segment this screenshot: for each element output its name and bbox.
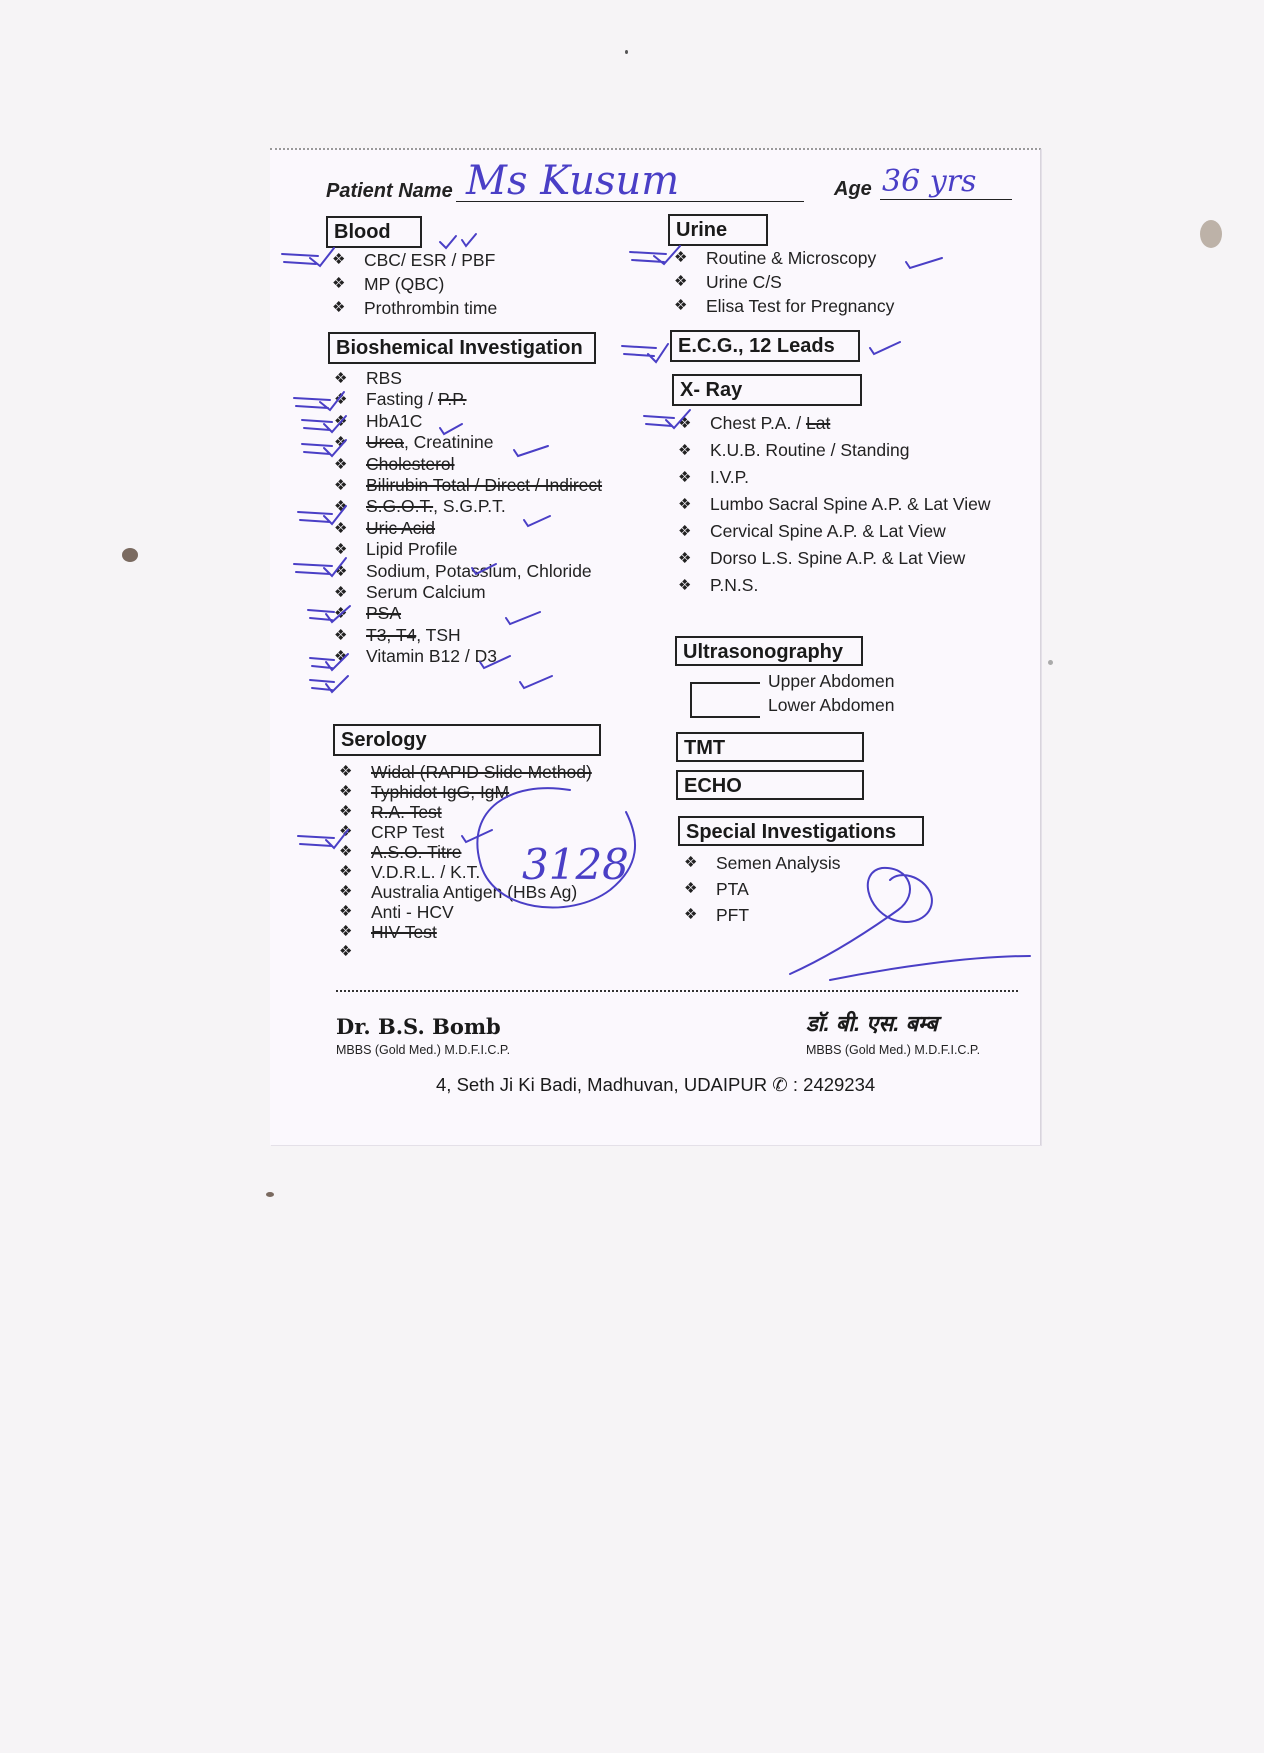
tick-mark — [472, 564, 496, 574]
echo-heading: ECHO — [676, 770, 864, 800]
speck — [1048, 660, 1053, 665]
list-item: ❖ T3, T4, TSH — [334, 624, 461, 645]
list-item: ❖ Serum Calcium — [334, 581, 486, 602]
bullet-icon: ❖ — [339, 903, 353, 920]
tick-mark — [514, 446, 548, 456]
bullet-icon: ❖ — [339, 843, 353, 860]
bullet-icon: ❖ — [674, 249, 688, 266]
tick-mark — [298, 830, 348, 848]
bullet-icon: ❖ — [334, 583, 348, 601]
bullet-icon: ❖ — [678, 415, 692, 432]
footer-divider — [336, 990, 1018, 992]
bullet-icon: ❖ — [334, 562, 348, 580]
speck — [625, 50, 628, 54]
bullet-icon: ❖ — [339, 923, 353, 940]
list-item: ❖ V.D.R.L. / K.T. — [339, 862, 481, 882]
bullet-icon: ❖ — [678, 577, 692, 594]
bullet-icon: ❖ — [674, 297, 688, 314]
usg-heading: Ultrasonography — [675, 636, 863, 666]
doctor-name-en: Dr. B.S. Bomb — [336, 1014, 501, 1039]
usg-lower: Lower Abdomen — [768, 695, 895, 715]
list-item: ❖ HIV Test — [339, 922, 437, 942]
bullet-icon: ❖ — [332, 251, 346, 268]
list-item: ❖ HbA1C — [334, 410, 423, 431]
list-item: ❖ Elisa Test for Pregnancy — [674, 296, 895, 316]
tick-mark — [294, 558, 346, 576]
age-value: 36 yrs — [882, 164, 977, 199]
tick-mark — [630, 246, 680, 264]
list-item: ❖ Semen Analysis — [678, 850, 841, 876]
ecg-heading: E.C.G., 12 Leads — [670, 330, 860, 362]
bullet-icon: ❖ — [674, 273, 688, 290]
tick-mark — [440, 234, 476, 248]
bullet-icon: ❖ — [332, 275, 346, 292]
list-item: ❖ Anti - HCV — [339, 902, 454, 922]
speck — [122, 548, 138, 562]
list-item: ❖ Bilirubin Total / Direct / Indirect — [334, 474, 603, 495]
doctor-name-hi: डॉ. बी. एस. बम्ब — [806, 1011, 938, 1036]
age-label: Age — [834, 178, 872, 200]
patient-name-label: Patient Name — [326, 180, 453, 202]
list-item: ❖ I.V.P. — [672, 464, 991, 491]
bullet-icon: ❖ — [334, 476, 348, 494]
bullet-icon: ❖ — [339, 803, 353, 820]
tick-mark — [622, 344, 668, 362]
list-item: ❖ CBC/ ESR / PBF — [332, 250, 496, 270]
tick-mark — [506, 612, 540, 624]
tick-mark — [870, 342, 900, 354]
doctor-qual-hi: MBBS (Gold Med.) M.D.F.I.C.P. — [806, 1043, 981, 1057]
bullet-icon: ❖ — [334, 412, 348, 430]
tick-mark — [294, 392, 344, 410]
list-item: ❖ PTA — [678, 876, 841, 902]
speck — [266, 1192, 274, 1197]
list-item: ❖ S.G.O.T., S.G.P.T. — [334, 496, 506, 517]
blood-heading: Blood — [326, 216, 422, 248]
signature-stroke — [790, 868, 1030, 980]
bullet-icon: ❖ — [339, 763, 353, 780]
list-item: ❖ CRP Test — [339, 822, 445, 842]
bullet-icon: ❖ — [334, 434, 348, 452]
list-item: ❖ Sodium, Potassium, Chloride — [334, 560, 592, 581]
tick-mark — [520, 676, 552, 688]
serology-heading: Serology — [333, 724, 601, 756]
list-item: ❖ Urea, Creatinine — [334, 432, 494, 453]
bullet-icon: ❖ — [334, 626, 348, 644]
list-item: ❖ Prothrombin time — [332, 298, 498, 318]
list-item: ❖ Dorso L.S. Spine A.P. & Lat View — [672, 545, 991, 572]
bullet-icon: ❖ — [339, 943, 353, 960]
urine-heading: Urine — [668, 214, 768, 246]
tick-mark — [302, 440, 346, 456]
tick-mark — [298, 506, 346, 524]
handwriting-overlay — [270, 150, 1040, 1145]
bullet-icon: ❖ — [334, 605, 348, 623]
list-item: ❖ Urine C/S — [674, 272, 782, 292]
bullet-icon: ❖ — [334, 648, 348, 666]
tick-mark — [644, 410, 690, 428]
bullet-icon: ❖ — [678, 496, 692, 513]
list-item: ❖ MP (QBC) — [332, 274, 445, 294]
bullet-icon: ❖ — [678, 469, 692, 486]
list-item: ❖ K.U.B. Routine / Standing — [672, 437, 991, 464]
bullet-icon: ❖ — [339, 863, 353, 880]
bullet-icon: ❖ — [332, 299, 346, 316]
list-item: ❖ Chest P.A. / Lat — [672, 410, 991, 437]
bullet-icon: ❖ — [339, 823, 353, 840]
handwritten-note: 3128 — [522, 840, 629, 889]
list-item: ❖ Australia Antigen (HBs Ag) — [339, 882, 578, 902]
xray-heading: X- Ray — [672, 374, 862, 406]
tick-mark — [310, 676, 348, 692]
list-item: ❖ Vitamin B12 / D3 — [334, 646, 497, 667]
list-item: ❖ Routine & Microscopy — [674, 248, 877, 268]
list-item: ❖ Widal (RAPID Slide Method) — [339, 762, 592, 782]
tick-mark — [310, 654, 348, 670]
usg-upper: Upper Abdomen — [768, 671, 895, 691]
bullet-icon: ❖ — [334, 519, 348, 537]
speck — [1200, 220, 1222, 248]
bullet-icon: ❖ — [334, 391, 348, 409]
list-item: ❖ Cholesterol — [334, 453, 455, 474]
bullet-icon: ❖ — [678, 442, 692, 459]
patient-name-value: Ms Kusum — [466, 158, 680, 204]
list-item: ❖ Fasting / P.P. — [334, 389, 467, 410]
doctor-qual-en: MBBS (Gold Med.) M.D.F.I.C.P. — [336, 1043, 511, 1057]
bullet-icon: ❖ — [684, 906, 698, 923]
biochem-heading: Bioshemical Investigation — [328, 332, 596, 364]
bullet-icon: ❖ — [334, 498, 348, 516]
bullet-icon: ❖ — [684, 854, 698, 871]
bullet-icon: ❖ — [339, 883, 353, 900]
list-item: ❖ Uric Acid — [334, 517, 436, 538]
tick-mark — [308, 606, 350, 622]
tick-mark — [282, 248, 334, 266]
tick-mark — [480, 656, 510, 668]
prescription-sheet — [270, 148, 1041, 1145]
list-item: ❖ Lipid Profile — [334, 539, 458, 560]
tick-mark — [906, 258, 942, 268]
special-heading: Special Investigations — [678, 816, 924, 846]
tmt-heading: TMT — [676, 732, 864, 762]
bullet-icon: ❖ — [684, 880, 698, 897]
bullet-icon: ❖ — [334, 455, 348, 473]
bullet-icon: ❖ — [678, 550, 692, 567]
list-item: ❖ P.N.S. — [672, 572, 991, 599]
list-item: ❖ PSA — [334, 603, 402, 624]
list-item: ❖ RBS — [334, 368, 402, 388]
list-item: ❖ R.A. Test — [339, 802, 442, 822]
bullet-icon: ❖ — [339, 783, 353, 800]
list-item: ❖ Typhidot IgG, IgM — [339, 782, 510, 802]
bullet-icon: ❖ — [678, 523, 692, 540]
list-item: ❖ Cervical Spine A.P. & Lat View — [672, 518, 991, 545]
bullet-icon: ❖ — [334, 370, 348, 387]
tick-mark — [524, 516, 550, 526]
tick-mark — [302, 416, 346, 432]
bullet-icon: ❖ — [334, 541, 348, 559]
clinic-address: 4, Seth Ji Ki Badi, Madhuvan, UDAIPUR ✆ : 2429234 — [436, 1074, 876, 1095]
list-item: ❖ A.S.O. Titre — [339, 842, 462, 862]
list-item: ❖ Lumbo Sacral Spine A.P. & Lat View — [672, 491, 991, 518]
tick-mark — [440, 424, 462, 434]
list-item: ❖ PFT — [678, 902, 841, 928]
